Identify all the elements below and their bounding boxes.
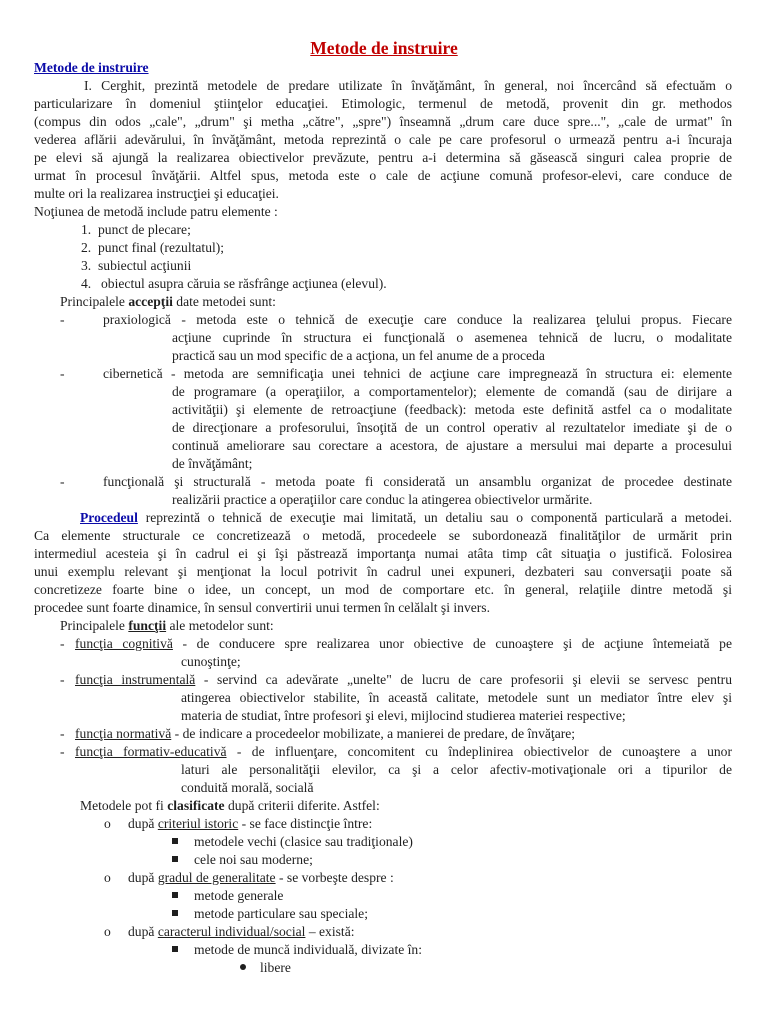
page-title: Metode de instruire (310, 38, 458, 58)
square-bullet (172, 887, 178, 905)
list-item: punct de plecare; (98, 222, 191, 237)
sub-item: libere (260, 960, 291, 975)
procedeul-line: unui exemplu relevant şi menţionat la locul potrivit în cadrul unei expuneri, dezbateri sau conversaţii poate să (34, 564, 732, 579)
square-bullet (172, 833, 178, 851)
list-item: punct final (rezultatul); (98, 240, 225, 255)
acception-line: de direcţionare a profesorului, însoţită de un control operativ al rezultatelor imediate şi de o (172, 420, 732, 435)
list-item: obiectul asupra căruia se răsfrânge acţiunea (elevul). (101, 276, 387, 291)
criterion-line: după caracterul individual/social – există: (128, 924, 355, 939)
functions-intro: Principalele funcţii ale metodelor sunt: (60, 618, 274, 633)
criterion-item: metodele vechi (clasice sau tradiţionale) (194, 834, 413, 849)
classification-intro: Metodele pot fi clasificate după criterii diferite. Astfel: (80, 798, 380, 813)
intro-line: pe elevi să ajungă la realizarea obiectivelor prevăzute, pentru a-i determina să găsească singuri calea proprie de (34, 150, 732, 165)
list-number: 3. (81, 258, 92, 273)
acception-line: practică sau un mod specific de a acţiona, un fel anume de a proceda (172, 348, 545, 363)
function-line: atingerea obiectivelor stabilite, în această calitate, metodele sunt un mediator între elev şi (181, 690, 732, 705)
acception-line: continuă ameliorare sau corectare a acestora, de ajustare a mersului mai departe a procesului (172, 438, 732, 453)
circle-bullet: o (104, 924, 111, 939)
criterion-item: cele noi sau moderne; (194, 852, 313, 867)
circle-bullet: o (104, 816, 111, 831)
acception-line: de programare (a operaţiilor, a comportamentelor); elemente de comandă (sau de dirijare a (172, 384, 732, 399)
function-line: laturi ale personalităţii elevilor, ca şi a celor afectiv-motivaţionale ori a tipurilor de (181, 762, 732, 777)
list-number: 1. (81, 222, 92, 237)
dot-bullet (240, 959, 246, 977)
square-bullet (172, 851, 178, 869)
function-line: materia de studiat, între profesori şi elevi, mijlocind studierea materiei respective; (181, 708, 626, 723)
procedeul-line: concretizeze foarte bine o idee, un concept, un mod de comportare etc. în general, relaţiile dintre metodă şi (34, 582, 732, 597)
criterion-line: după gradul de generalitate - se vorbeşte despre : (128, 870, 394, 885)
intro-line: particularizare în domeniul ştiinţelor educaţiei. Etimologic, termenul de metodă, provenit din gr. methodos (34, 96, 732, 111)
acception-line: acţiune cuprinde în structura ei funcţională o asemenea tehnică de lucru, o modalitate (172, 330, 732, 345)
procedeul-link[interactable]: Procedeul (80, 510, 138, 525)
acception-line: realizării practice a operaţiilor care conduc la atingerea obiectivelor urmărite. (172, 492, 593, 507)
intro-line: multe ori la realizarea instrucţiei şi educaţiei. (34, 186, 279, 201)
procedeul-line: procedee sunt foarte dinamice, în sensul convertirii unui termen în celălalt şi invers. (34, 600, 490, 615)
function-line: cunoştinţe; (181, 654, 241, 669)
dash-bullet: - (60, 744, 65, 759)
procedeul-line: Ca elemente structurale ce concretizează o metodă, procedeele se subordonează finalităţilor de urmărit prin (34, 528, 732, 543)
list-number: 4. (81, 276, 92, 291)
procedeul-line: intermediul acesteia şi în cadrul ei şi îşi păstrează importanţa numai atâta timp cât situaţia o justifică. Folosirea (34, 546, 732, 561)
function-line: conduită morală, socială (181, 780, 314, 795)
intro-line: urmat în procesul învăţării. Altfel spus, metoda este o cale de acţiune comună profesor-elevi, care conduce de (34, 168, 732, 183)
criterion-item: metode generale (194, 888, 284, 903)
list-number: 2. (81, 240, 92, 255)
criterion-item: metode particulare sau speciale; (194, 906, 368, 921)
procedeul-first-line: Procedeul reprezintă o tehnică de execuţie mai limitată, un detaliu sau o componentă particulară a metodei. (80, 510, 732, 525)
criterion-line: după criteriul istoric - se face distincţie între: (128, 816, 373, 831)
function-line: funcţia formativ-educativă - de influenţare, concomitent cu îndeplinirea obiectivelor de cunoaştere a unor (75, 744, 732, 759)
dash-bullet: - (60, 366, 65, 381)
dash-bullet: - (60, 726, 65, 741)
dash-bullet: - (60, 672, 65, 687)
square-bullet (172, 941, 178, 959)
square-bullet (172, 905, 178, 923)
section-heading-link[interactable]: Metode de instruire (34, 60, 149, 75)
function-line: funcţia normativă - de indicare a procedeelor mobilizate, a manierei de predare, de învăţare; (75, 726, 576, 741)
acception-line: praxiologică - metoda este o tehnică de execuţie care conduce la realizarea ţelului propus. Fiecare (103, 312, 732, 327)
acception-line: cibernetică - metoda are semnificaţia unei tehnici de acţiune care impregnează în structura ei: elemente (103, 366, 732, 381)
acceptions-intro: Principalele accepţii date metodei sunt: (60, 294, 276, 309)
intro-line: (compus din odos „cale", „drum" şi metha „către", „spre") înseamnă „drum care duce spre...", „cale de urmat" în (34, 114, 732, 129)
function-line: funcţia instrumentală - servind ca adevărate „unelte" de lucru de care profesorii şi elevii se servesc pentru (75, 672, 732, 687)
circle-bullet: o (104, 870, 111, 885)
acception-line: funcţională şi structurală - metoda poate fi considerată un ansamblu organizat de procedee destinate (103, 474, 732, 489)
intro-line: vederea aflării adevărului, în învăţământ, metoda reprezintă o cale pe care profesorul o urmează pentru a-i încuraja (34, 132, 732, 147)
intro-line: I. Cerghit, prezintă metodele de predare utilizate în învăţământ, în general, noi încercând să efectuăm o (84, 78, 732, 93)
criterion-item: metode de muncă individuală, divizate în: (194, 942, 423, 957)
dash-bullet: - (60, 636, 65, 651)
notion-line: Noţiunea de metodă include patru elemente : (34, 204, 278, 219)
acception-line: de învăţământ; (172, 456, 253, 471)
list-item: subiectul acţiunii (98, 258, 192, 273)
dash-bullet: - (60, 312, 65, 327)
dash-bullet: - (60, 474, 65, 489)
acception-line: activităţii) şi elemente de retroacţiune (feedback): metoda este definită astfel ca o modalitate (172, 402, 732, 417)
function-line: funcţia cognitivă - de conducere spre realizarea unor obiective de cunoaştere şi de acţiune întemeiată pe (75, 636, 733, 651)
